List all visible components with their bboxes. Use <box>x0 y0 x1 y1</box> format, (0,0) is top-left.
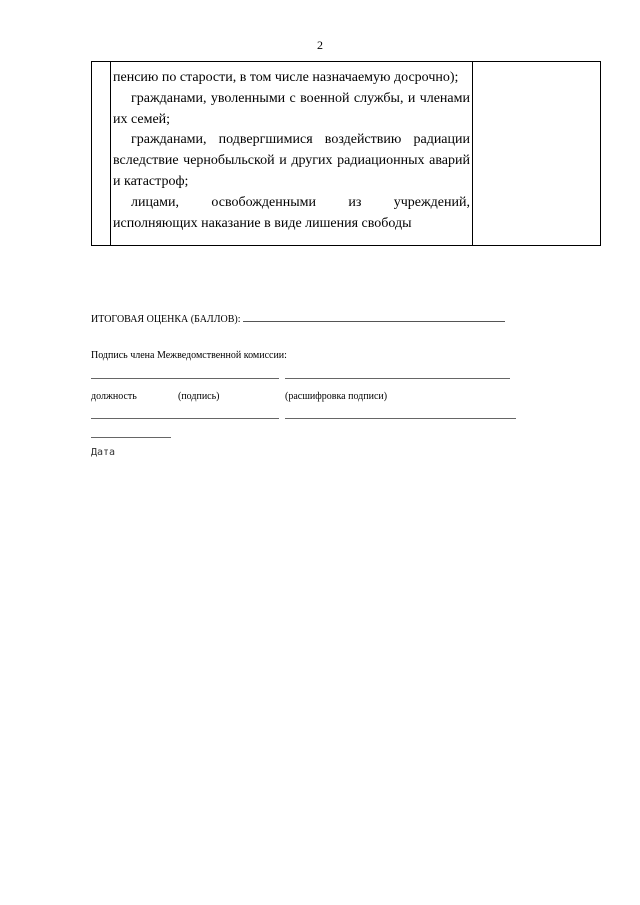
position-caption: должность <box>91 391 137 402</box>
table-paragraph: лицами, освобожденными из учреждений, исполняющих наказание в виде лишения свободы <box>113 194 470 231</box>
signature-label: Подпись члена Межведомственной комиссии: <box>91 350 287 361</box>
total-score-field[interactable] <box>243 312 505 322</box>
table-paragraph: гражданами, уволенными с военной службы, и членами их семей; <box>113 90 470 127</box>
date-label: Дата <box>91 447 116 458</box>
table-paragraph: пенсию по старости, в том числе назначаемую досрочно); <box>113 70 459 85</box>
table-cell-text <box>113 68 470 234</box>
date-line[interactable] <box>91 437 171 438</box>
signature-line[interactable] <box>91 418 279 419</box>
decoding-caption: (расшифровка подписи) <box>285 391 388 402</box>
table-paragraph: гражданами, подвергшимися воздействию радиации вследствие чернобыльской и других радиационных аварий и катастроф; <box>113 132 470 189</box>
total-score-label: ИТОГОВАЯ ОЦЕНКА (БАЛЛОВ): <box>91 314 241 325</box>
decoding-signature-line[interactable] <box>285 418 516 419</box>
position-line[interactable] <box>91 378 279 379</box>
criteria-table <box>91 61 601 246</box>
total-score-line <box>91 312 505 325</box>
decoding-line[interactable] <box>285 378 510 379</box>
signature-caption: (подпись) <box>178 391 220 402</box>
page-number: 2 <box>317 38 323 52</box>
table-column-divider <box>110 62 111 245</box>
table-column-divider <box>472 62 473 245</box>
